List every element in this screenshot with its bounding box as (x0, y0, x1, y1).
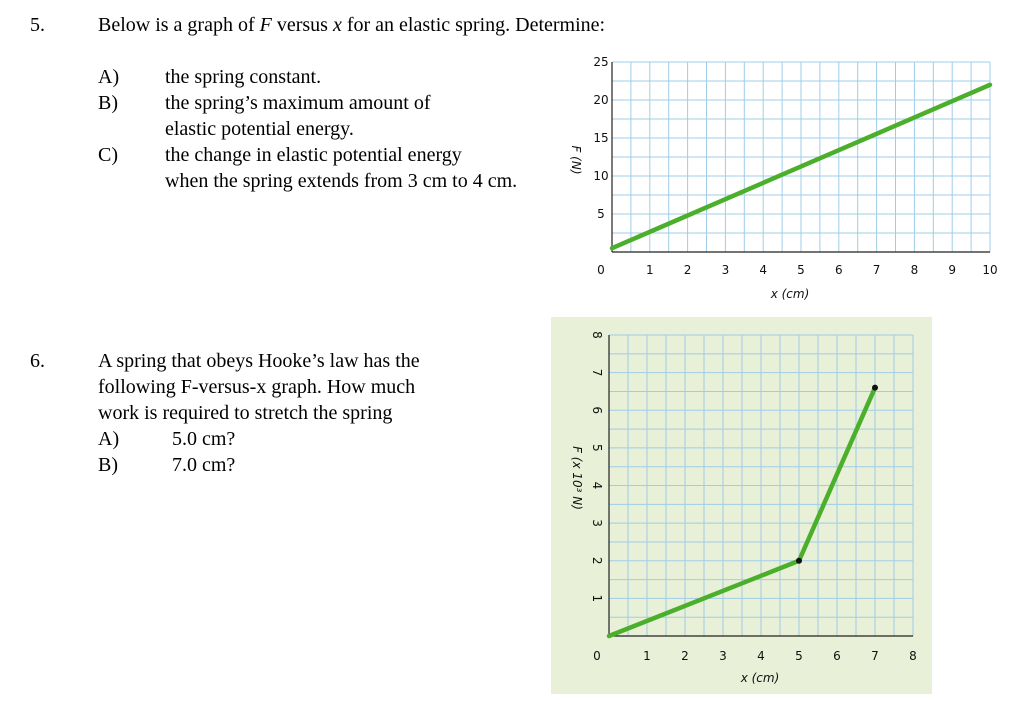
q5-item-c-label: C) (98, 144, 118, 166)
x-axis-label: x (cm) (770, 287, 810, 301)
x-tick-label: 5 (795, 649, 803, 663)
x-tick-label: 5 (797, 263, 805, 277)
q5-item-b-line1: the spring’s maximum amount of (165, 92, 431, 114)
origin-tick-label: 0 (593, 649, 601, 663)
y-tick-label: 20 (593, 93, 609, 107)
q6-number: 6. (30, 350, 45, 372)
x-tick-label: 7 (872, 263, 881, 277)
origin-tick-label: 0 (597, 263, 605, 277)
x-tick-label: 10 (982, 263, 998, 277)
q5-item-c-line1: the change in elastic potential energy (165, 144, 462, 166)
q6-item-a-label: A) (98, 428, 120, 450)
data-point-marker (796, 558, 802, 564)
y-tick-label: 7 (590, 368, 604, 377)
q5-prompt-mid: versus (271, 14, 333, 36)
x-tick-label: 8 (909, 649, 917, 663)
y-tick-label: 4 (590, 481, 604, 490)
q5-prompt-var-x: x (332, 14, 342, 36)
x-tick-label: 7 (871, 649, 879, 663)
y-tick-label: 2 (590, 556, 604, 565)
y-tick-label: 5 (590, 444, 604, 452)
q6-item-b-text: 7.0 cm? (172, 454, 236, 476)
y-tick-label: 5 (597, 207, 605, 221)
x-tick-label: 4 (757, 649, 765, 663)
q6-line1: A spring that obeys Hooke’s law has the (98, 350, 420, 372)
q5-prompt-lead: Below is a graph of (98, 14, 260, 36)
q6-line2: following F-versus-x graph. How much (98, 376, 416, 398)
x-tick-label: 1 (643, 649, 651, 663)
x-tick-label: 6 (833, 649, 841, 663)
q6-item-a-text: 5.0 cm? (172, 428, 236, 450)
y-tick-label: 1 (590, 594, 604, 603)
q5-item-a-text: the spring constant. (165, 66, 322, 88)
q5-item-b-line2: elastic potential energy. (165, 118, 354, 140)
chart-q6 (551, 317, 932, 694)
chart-q5 (569, 55, 998, 301)
x-tick-label: 3 (719, 649, 727, 663)
q5-item-a-label: A) (98, 66, 120, 88)
q5-prompt-tail: for an elastic spring. Determine: (341, 14, 606, 36)
q5-prompt-var-f: F (259, 14, 272, 36)
y-tick-label: 10 (593, 169, 609, 183)
y-axis-label: F (x 10³ N) (570, 446, 584, 510)
q6-line3: work is required to stretch the spring (98, 402, 393, 424)
x-tick-label: 9 (948, 263, 957, 277)
y-tick-label: 6 (590, 406, 604, 415)
x-axis-label: x (cm) (740, 671, 780, 685)
x-tick-label: 3 (721, 263, 730, 277)
y-tick-label: 15 (593, 131, 609, 145)
q6-item-b-label: B) (98, 454, 118, 476)
x-tick-label: 6 (834, 263, 843, 277)
y-tick-label: 8 (590, 331, 604, 339)
x-tick-label: 2 (683, 263, 692, 277)
x-tick-label: 8 (910, 263, 919, 277)
x-tick-label: 4 (759, 263, 768, 277)
data-point-marker (872, 385, 878, 391)
x-tick-label: 1 (645, 263, 654, 277)
y-axis-label: F (N) (569, 145, 583, 175)
y-tick-label: 25 (593, 55, 609, 69)
q5-number: 5. (30, 14, 45, 36)
y-tick-label: 3 (590, 519, 604, 527)
x-tick-label: 2 (681, 649, 689, 663)
q5-item-b-label: B) (98, 92, 118, 114)
q5-item-c-line2: when the spring extends from 3 cm to 4 cm. (165, 170, 518, 192)
